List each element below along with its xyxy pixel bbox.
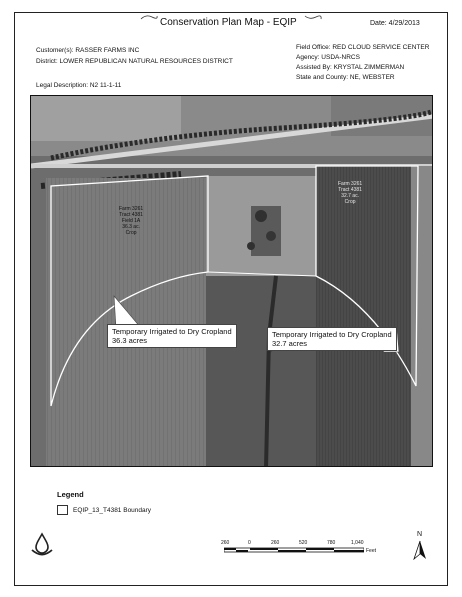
legend-title: Legend — [57, 490, 84, 499]
field-left-tract: Tract 4381 — [119, 212, 143, 218]
scale-bar-graphic — [224, 547, 364, 553]
title-right-flourish-icon — [304, 14, 322, 22]
field-left-field: Field 1A — [121, 218, 141, 224]
page-title: Conservation Plan Map - EQIP — [160, 17, 297, 28]
title-left-flourish-icon — [140, 14, 158, 22]
field-label-left — [119, 206, 143, 236]
field-left-farm: Farm 3261 — [119, 206, 144, 212]
scale-tick-label: 260 — [271, 540, 280, 546]
field-right-farm: Farm 3261 — [338, 181, 363, 187]
aerial-imagery — [31, 96, 433, 467]
scale-unit: Feet — [366, 548, 377, 554]
callout-left-line1: Temporary Irrigated to Dry Cropland — [112, 327, 232, 336]
field-label-right — [338, 181, 362, 205]
scale-tick-label: 1,040 — [351, 540, 364, 546]
callout-right — [267, 327, 397, 351]
field-right-tract: Tract 4381 — [338, 187, 362, 193]
state-county-info: State and County: NE, WEBSTER — [296, 74, 395, 81]
callout-left-line2: 36.3 acres — [112, 336, 148, 345]
field-right-use: Crop — [344, 199, 356, 205]
customer-info: Customer(s): RASSER FARMS INC — [36, 47, 140, 54]
legend-item-label: EQIP_13_T4381 Boundary — [73, 506, 152, 514]
boundary-swatch-icon — [57, 505, 68, 515]
callout-right-line2: 32.7 acres — [272, 339, 308, 348]
field-office-info: Field Office: RED CLOUD SERVICE CENTER — [296, 44, 430, 51]
usda-nrcs-drop-logo-icon — [28, 531, 56, 559]
scale-tick-label: 780 — [327, 540, 336, 546]
scale-tick-label: 0 — [248, 540, 251, 546]
callout-right-line1: Temporary Irrigated to Dry Cropland — [272, 330, 392, 339]
scale-tick-label: 520 — [299, 540, 308, 546]
legal-description: Legal Description: N2 11-1-11 — [36, 82, 122, 89]
field-left-use: Crop — [125, 230, 137, 236]
north-arrow-icon — [412, 540, 428, 560]
field-left-acres: 36.3 ac. — [122, 224, 140, 230]
north-label: N — [417, 531, 423, 538]
map-date: Date: 4/29/2013 — [370, 20, 420, 27]
assisted-by-info: Assisted By: KRYSTAL ZIMMERMAN — [296, 64, 405, 71]
callout-left — [107, 324, 237, 348]
legend-item-boundary — [57, 505, 151, 515]
scale-tick-label: 260 — [221, 540, 230, 546]
district-info: District: LOWER REPUBLICAN NATURAL RESOURCES DISTRICT — [36, 58, 233, 65]
field-right-acres: 32.7 ac. — [341, 193, 359, 199]
agency-info: Agency: USDA-NRCS — [296, 54, 360, 61]
aerial-map[interactable] — [30, 95, 433, 467]
